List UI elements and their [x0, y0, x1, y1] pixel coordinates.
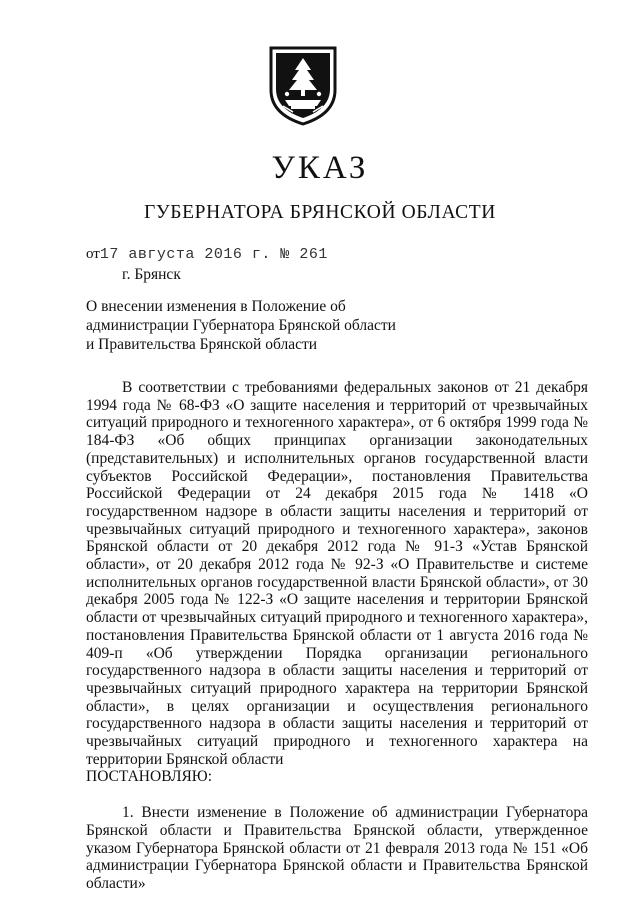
decree-word: ПОСТАНОВЛЯЮ: [86, 768, 213, 786]
date-stamp: 17 августа 2016 г. № 261 [99, 246, 328, 263]
document-title: УКАЗ [271, 150, 369, 186]
document-body [86, 379, 588, 893]
city-name: г. Брянск [122, 266, 181, 283]
coat-of-arms-icon [267, 44, 339, 128]
date-line [86, 246, 328, 263]
paragraph-preamble [86, 379, 588, 786]
paragraph-item-1: 1. Внести изменение в Положение об администрации Губернатора Брянской области и Правительства Брянской области, утвержденное указом Губернатора Брянской области от 21 февраля 2013 года № 151 «Об администрации Губернатора Брянской области и Правительства Брянской области» [86, 804, 588, 892]
preamble-text: В соответствии с требованиями федеральных законов от 21 декабря 1994 года № 68-ФЗ «О защите населения и территорий от чрезвычайных ситуаций природного и техногенного характера», от 6 октября 1999 года № 184-ФЗ «Об общих принципах организации законодательных (представительных) и исполнительных органов государственной власти субъектов Российской Федерации», постановления Правительства Российской Федерации от 24 декабря 2015 года № 1418 «О государственном надзоре в области защиты населения и территорий от чрезвычайных ситуаций природного и техногенного характера», законов Брянской области от 20 декабря 2012 года № 91-З «Устав Брянской области», от 20 декабря 2012 года № 92-З «О Правительстве и системе исполнительных органов государственной власти Брянской области», от 30 декабря 2005 года № 122-З «О защите населения и территории Брянской области от чрезвычайных ситуаций природного и техногенного характера», постановления Правительства Брянской области от 1 августа 2016 года № 409-п «Об утверждении Порядка организации регионального государственного надзора в области защиты населения и территорий от чрезвычайных ситуаций природного характера на территории Брянской области», в целях организации и осуществления регионального государственного надзора в области защиты населения и территорий от чрезвычайных ситуаций природного и техногенного характера на территории Брянской области [86, 379, 588, 768]
date-prefix: от [86, 246, 100, 262]
document-subtitle: ГУБЕРНАТОРА БРЯНСКОЙ ОБЛАСТИ [144, 202, 496, 223]
decree-subject: О внесении изменения в Положение об администрации Губернатора Брянской области и Правительства Брянской области [86, 298, 396, 353]
